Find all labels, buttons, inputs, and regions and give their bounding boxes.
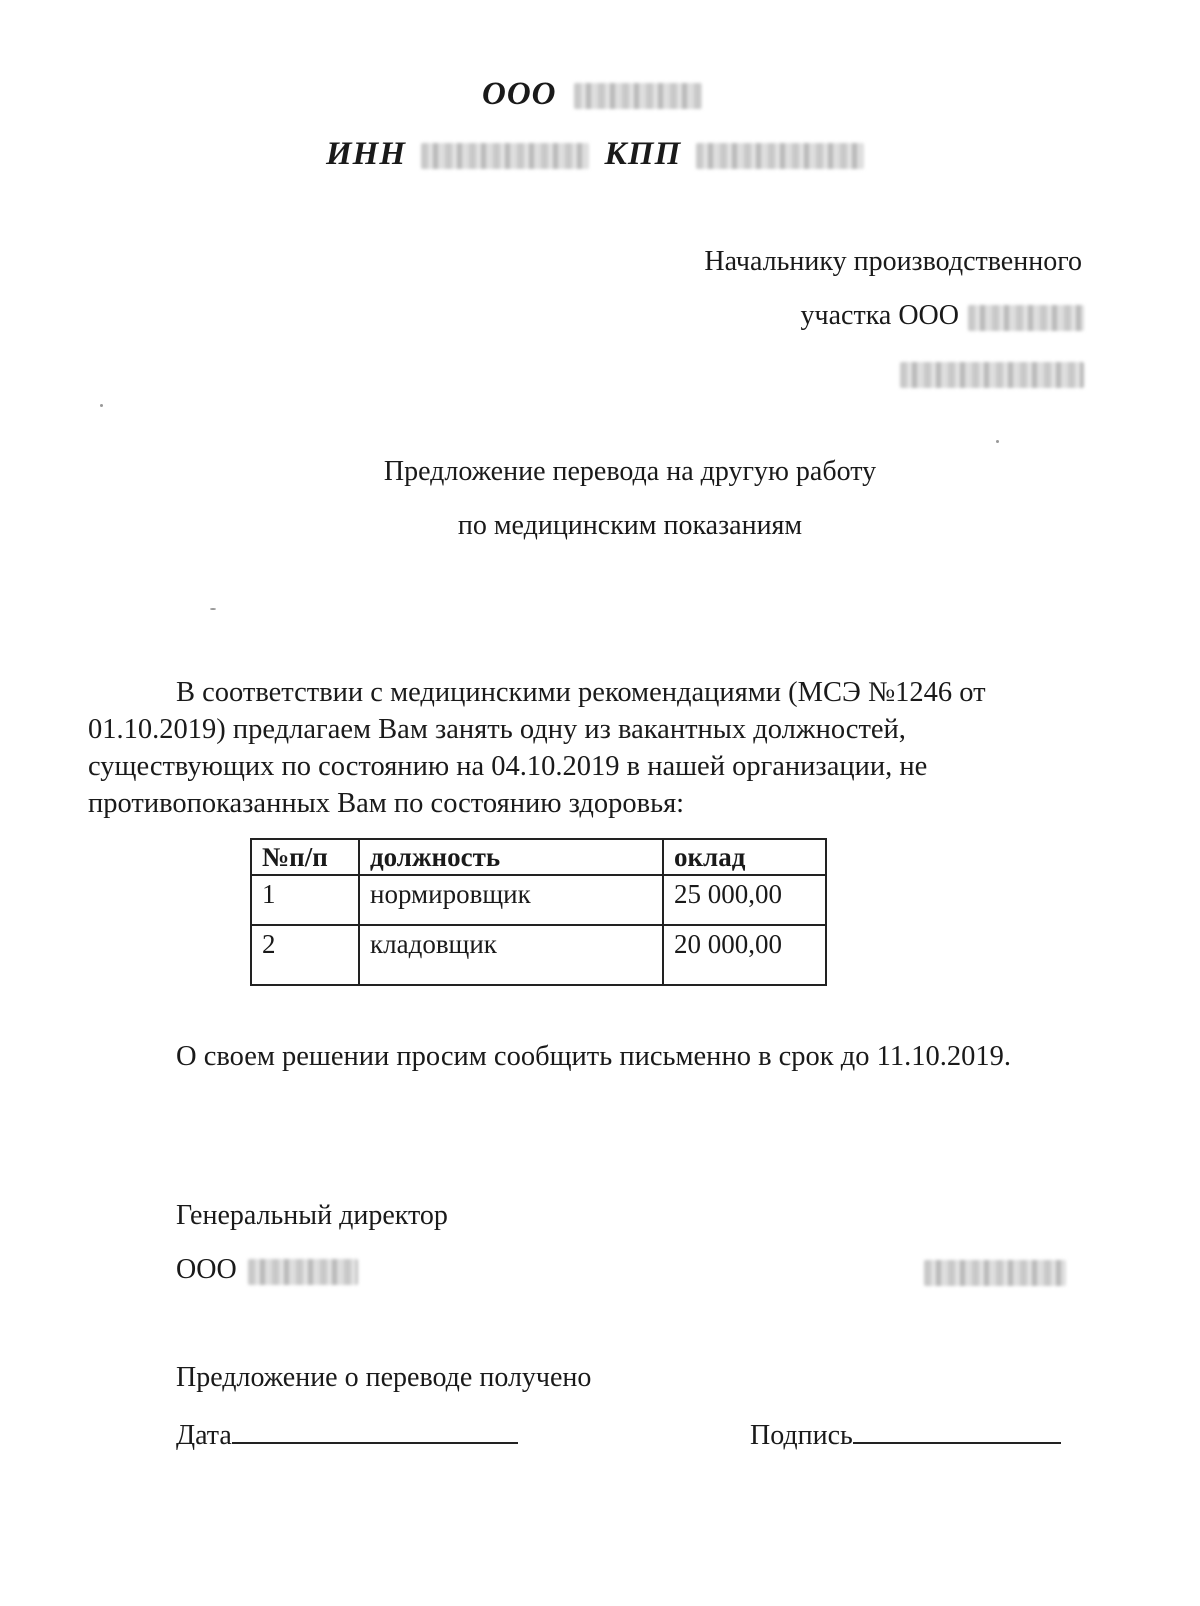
cell-position: кладовщик [359, 925, 663, 985]
redacted-inn [421, 143, 589, 169]
document-title-line-1: Предложение перевода на другую работу [383, 456, 877, 487]
header-salary: оклад [663, 839, 826, 875]
inn-label: ИНН [326, 136, 407, 172]
date-label: Дата [176, 1420, 232, 1451]
table-row [251, 925, 826, 985]
paragraph-line-3: существующих по состоянию на 04.10.2019 в нашей организации, не [88, 751, 928, 782]
vacancies-table [250, 838, 827, 986]
letterhead-tax-ids [326, 136, 864, 173]
redacted-addressee-org [968, 305, 1084, 331]
addressee-line-2 [801, 300, 1084, 332]
cell-salary: 25 000,00 [663, 875, 826, 925]
org-prefix: ООО [482, 76, 557, 112]
header-number: №п/п [251, 839, 359, 875]
signatory-org-prefix: ООО [176, 1254, 237, 1285]
sign-label: Подпись [750, 1420, 853, 1451]
addressee-line-2-text: участка ООО [800, 300, 959, 331]
signatory-org [176, 1254, 358, 1286]
paragraph-line-2: 01.10.2019) предлагаем Вам занять одну из вакантных должностей, [88, 714, 906, 745]
cell-position: нормировщик [359, 875, 663, 925]
redacted-addressee-name [900, 362, 1084, 388]
paragraph-line-4: противопоказанных Вам по состоянию здоровья: [88, 788, 685, 819]
paragraph-line-1: В соответствии с медицинскими рекомендациями (МСЭ №1246 от [176, 677, 986, 708]
signatory-position: Генеральный директор [176, 1200, 448, 1231]
table-row [251, 875, 826, 925]
redacted-kpp [696, 143, 864, 169]
sign-underline [853, 1416, 1061, 1444]
body-paragraph [88, 674, 1088, 822]
addressee-line-1: Начальнику производственного [704, 246, 1082, 277]
document-title-line-2: по медицинским показаниям [457, 510, 803, 541]
date-underline [232, 1416, 518, 1444]
cell-salary: 20 000,00 [663, 925, 826, 985]
cell-number: 1 [251, 875, 359, 925]
redacted-org-name [574, 83, 702, 109]
redacted-signatory-name [924, 1260, 1066, 1286]
receipt-label: Предложение о переводе получено [176, 1362, 592, 1393]
scan-speck [210, 608, 216, 610]
cell-number: 2 [251, 925, 359, 985]
table-header-row [251, 839, 826, 875]
header-position: должность [359, 839, 663, 875]
redacted-signatory-org [248, 1259, 358, 1285]
kpp-label: КПП [604, 136, 682, 172]
date-field [176, 1416, 518, 1452]
response-request: О своем решении просим сообщить письменно в срок до 11.10.2019. [176, 1041, 1011, 1072]
letterhead-org [482, 76, 702, 113]
scan-speck [996, 440, 999, 443]
signature-field [750, 1416, 1061, 1452]
scan-speck [100, 404, 103, 407]
